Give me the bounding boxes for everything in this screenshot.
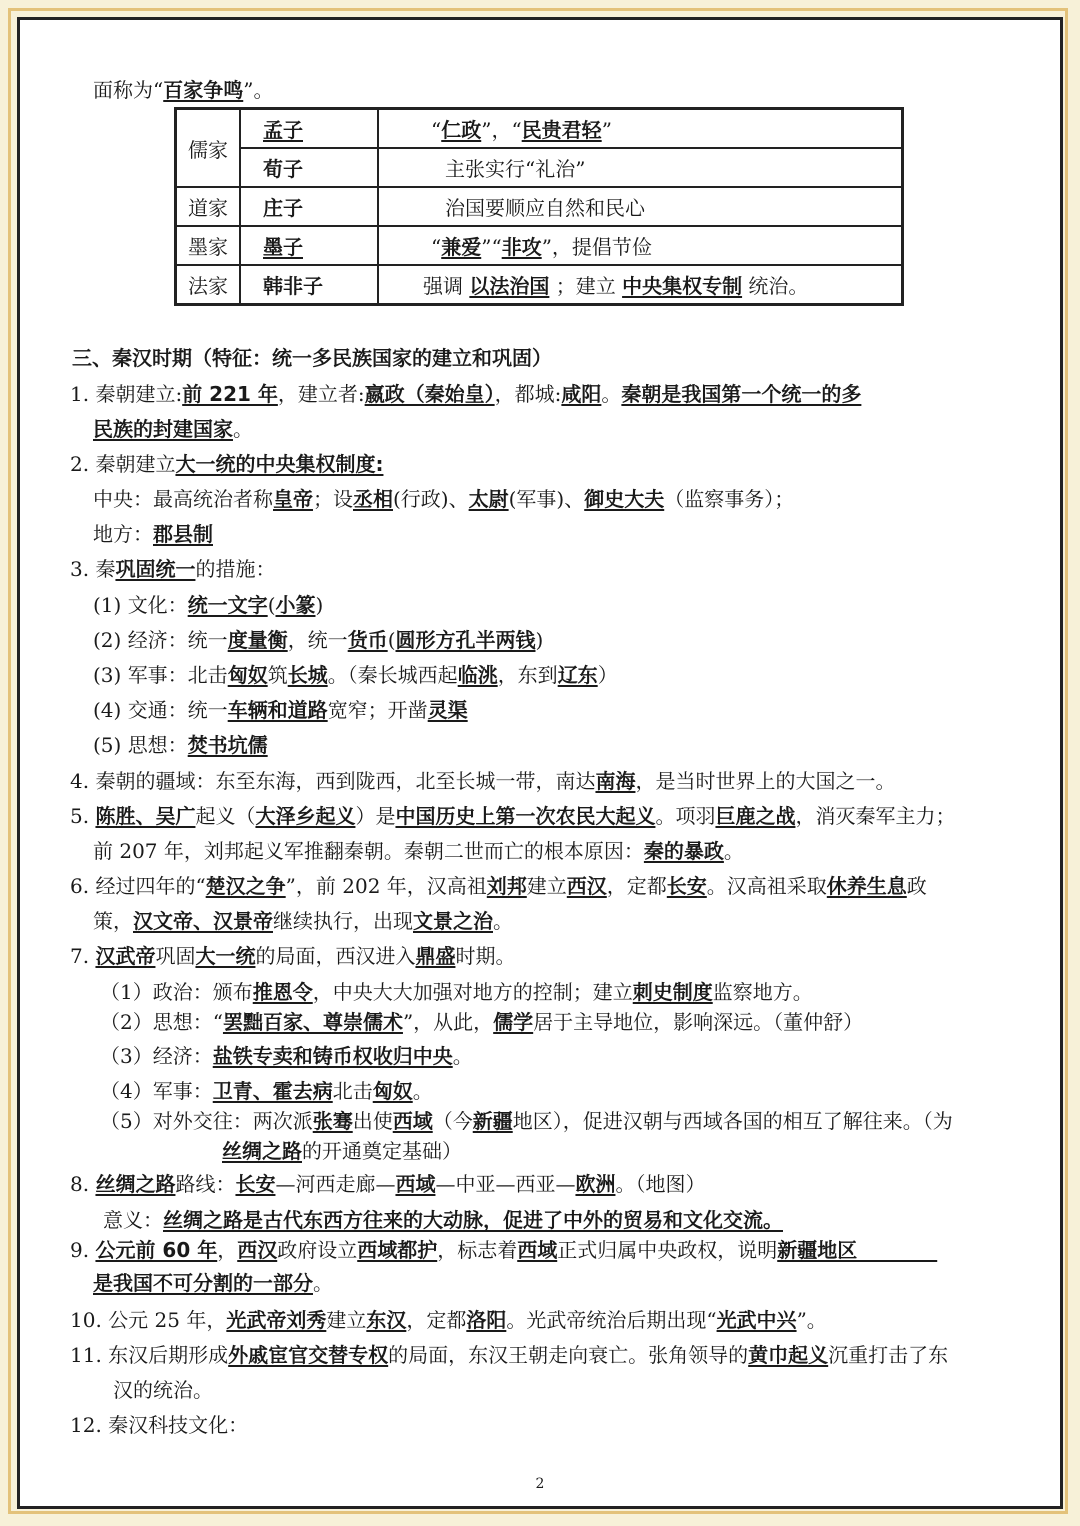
table-row (176, 148, 903, 187)
key-term: 楚汉之争 (205, 874, 286, 898)
text: ；建立 (549, 274, 623, 298)
text: 。 (313, 1271, 333, 1295)
text: 政 (906, 874, 927, 898)
text: 地区），促进汉朝与西域各国的相互了解往来。（为 (512, 1109, 953, 1133)
text: （4）军事： (100, 1079, 213, 1103)
text: ） (597, 663, 618, 687)
text: ( (267, 593, 276, 617)
text: “ (431, 235, 442, 259)
text-line (100, 1109, 953, 1133)
text: 2. 秦朝建立 (70, 452, 176, 476)
text: 沉重打击了东 (828, 1343, 949, 1367)
text: 监察地方。 (712, 980, 813, 1004)
text: ”。 (243, 78, 274, 102)
person-cell: 荀子 (240, 148, 378, 187)
key-term: 太尉 (468, 487, 509, 511)
idea-cell: 治国要顺应自然和民心 (378, 187, 903, 226)
text: 3. 秦 (70, 557, 116, 581)
key-term: 休养生息 (826, 874, 907, 898)
text-line (70, 1172, 705, 1196)
text: ）是 (355, 804, 396, 828)
text: 的措施： (195, 557, 276, 581)
text: 4. 秦朝的疆域：东至东海，西到陇西，北至长城一带，南达 (70, 769, 596, 793)
text: ”，“ (481, 118, 522, 142)
key-term: 汉文帝、汉景帝 (133, 909, 273, 933)
key-term: 南海 (595, 769, 636, 793)
key-term: 以法治国 (469, 274, 550, 298)
key-term: 前 221 年 (182, 382, 278, 406)
key-term: 盐铁专卖和铸币权收归中央 (212, 1044, 453, 1068)
key-term: 洛阳 (466, 1308, 507, 1332)
text: ”“ (481, 235, 502, 259)
text: ”，前 202 年，汉高祖 (285, 874, 487, 898)
section-heading: 三、秦汉时期（特征：统一多民族国家的建立和巩固） (72, 346, 552, 370)
key-term: 丝绸之路 (222, 1139, 302, 1163)
idea-cell (378, 265, 903, 305)
text-line (113, 1378, 213, 1402)
person-cell: 孟子 (240, 109, 378, 149)
key-term: 汉武帝 (95, 944, 156, 968)
key-term: 西汉 (237, 1238, 278, 1262)
key-term: 是我国不可分割的一部分 (93, 1271, 313, 1295)
text-line (70, 769, 895, 793)
key-term: 大一统的中央集权制度: (175, 452, 384, 476)
text: (4) 交通：统一 (93, 698, 228, 722)
text: 6. 经过四年的“ (70, 874, 206, 898)
text: ，定都 (406, 1308, 467, 1332)
text: 11. 东汉后期形成 (70, 1343, 229, 1367)
key-term: 丝绸之路是古代东西方往来的大动脉，促进了中外的贸易和文化交流。 (163, 1208, 783, 1232)
text: 宽窄；开凿 (327, 698, 428, 722)
idea-cell (378, 109, 903, 149)
text: ，是当时世界上的大国之一。 (635, 769, 896, 793)
text: 。项羽 (655, 804, 716, 828)
text: 。 (723, 839, 744, 863)
key-term: 货币 (347, 628, 388, 652)
text-line (70, 1238, 937, 1262)
person-cell: 庄子 (240, 187, 378, 226)
text: (2) 经济：统一 (93, 628, 228, 652)
text: （3）经济： (100, 1044, 213, 1068)
text: 意义： (103, 1208, 163, 1232)
key-term: 非攻 (501, 235, 542, 259)
text-line (100, 1010, 863, 1034)
text: ( (387, 628, 396, 652)
key-term: 民族的封建国家 (93, 417, 233, 441)
school-cell: 儒家 (176, 109, 241, 188)
text: 8. (70, 1172, 96, 1196)
text-line (93, 663, 618, 687)
text-line (70, 804, 955, 828)
text: “ (431, 118, 442, 142)
key-term: 光武中兴 (716, 1308, 797, 1332)
key-term: 西域都护 (357, 1238, 438, 1262)
text-line (93, 698, 468, 722)
text-line (93, 487, 794, 511)
text: 强调 (423, 274, 470, 298)
text: （1）政治：颁布 (100, 980, 253, 1004)
text: 继续执行，出现 (273, 909, 413, 933)
key-term: 皇帝 (273, 487, 313, 511)
key-term: 丞相 (353, 487, 393, 511)
text-line (100, 1079, 433, 1103)
text: (军事)、 (508, 487, 585, 511)
text: ”，从此， (402, 1010, 494, 1034)
key-term: 文景之治 (413, 909, 493, 933)
text: 9. (70, 1238, 96, 1262)
text: ) (315, 593, 324, 617)
text: 12. 秦汉科技文化： (70, 1413, 249, 1437)
key-term: 巩固统一 (115, 557, 196, 581)
key-term: 西域 (395, 1172, 436, 1196)
key-term: 长安 (235, 1172, 276, 1196)
text: 路线： (175, 1172, 236, 1196)
text: 的局面，西汉进入 (255, 944, 416, 968)
key-term: 鼎盛 (415, 944, 456, 968)
text: —中亚—西亚— (435, 1172, 576, 1196)
key-term: 焚书坑儒 (187, 733, 268, 757)
text-line (70, 944, 515, 968)
text-line (70, 452, 383, 476)
text: 5. (70, 804, 96, 828)
key-term: 匈奴 (372, 1079, 413, 1103)
text: 7. (70, 944, 96, 968)
text: 建立 (326, 1308, 367, 1332)
text-line (70, 874, 927, 898)
key-term: 小篆 (275, 593, 316, 617)
text: 。光武帝统治后期出现“ (506, 1308, 717, 1332)
text-line (93, 522, 213, 546)
person-cell: 韩非子 (240, 265, 378, 305)
key-term: 巨鹿之战 (715, 804, 796, 828)
text: 面称为“ (93, 78, 164, 102)
key-term: 光武帝刘秀 (226, 1308, 327, 1332)
idea-cell: 主张实行“礼治” (378, 148, 903, 187)
key-term: 中国历史上第一次农民大起义 (395, 804, 656, 828)
text-line (93, 839, 744, 863)
school-cell: 道家 (176, 187, 241, 226)
key-term: 统一文字 (187, 593, 268, 617)
page-number: 2 (535, 1476, 545, 1492)
text: ，标志着 (437, 1238, 518, 1262)
idea-cell (378, 226, 903, 265)
key-term: 外戚宦官交替专权 (228, 1343, 389, 1367)
key-term: 辽东 (557, 663, 598, 687)
text: ”，提倡节俭 (541, 235, 652, 259)
key-term: 秦的暴政 (643, 839, 724, 863)
text: （监察事务）； (664, 487, 795, 511)
key-term: 兼爱 (441, 235, 482, 259)
text-line (70, 1308, 827, 1332)
key-term: 张骞 (312, 1109, 353, 1133)
text-line (70, 1343, 948, 1367)
text: (3) 军事：北击 (93, 663, 228, 687)
text-line (70, 1413, 248, 1437)
text-line (70, 382, 861, 406)
text: 。 (412, 1079, 433, 1103)
text: 北击 (332, 1079, 373, 1103)
key-term: 公元前 60 年 (95, 1238, 218, 1262)
key-term: 新疆地区 (777, 1238, 938, 1262)
text: 正式归属中央政权，说明 (557, 1238, 778, 1262)
key-term: 灵渠 (427, 698, 468, 722)
text: ” (601, 118, 612, 142)
text: ，统一 (287, 628, 348, 652)
text: 。 (233, 417, 253, 441)
table-row (176, 226, 903, 265)
key-term: 车辆和道路 (227, 698, 328, 722)
text: （2）思想：“ (100, 1010, 223, 1034)
text: 出使 (352, 1109, 393, 1133)
key-term: 欧洲 (575, 1172, 616, 1196)
key-term: 圆形方孔半两钱 (395, 628, 536, 652)
school-cell: 墨家 (176, 226, 241, 265)
text: 。（秦长城西起 (327, 663, 458, 687)
text: 巩固 (155, 944, 196, 968)
text: ，东到 (497, 663, 558, 687)
text: 政府设立 (277, 1238, 358, 1262)
key-term: 卫青、霍去病 (212, 1079, 333, 1103)
text-line (93, 733, 268, 757)
text: 中央：最高统治者称 (93, 487, 273, 511)
text: 统治。 (742, 274, 809, 298)
person-cell: 墨子 (240, 226, 378, 265)
key-term: 长安 (666, 874, 707, 898)
key-term: 刘邦 (486, 874, 527, 898)
text: 汉的统治。 (113, 1378, 213, 1402)
key-term: 郡县制 (153, 522, 213, 546)
text: 筑 (267, 663, 288, 687)
key-term: 度量衡 (227, 628, 288, 652)
key-term: 嬴政（秦始皇） (364, 382, 495, 406)
text: 。汉高祖采取 (706, 874, 827, 898)
key-term: 大一统 (195, 944, 256, 968)
key-term: 刺史制度 (632, 980, 713, 1004)
key-term: 长城 (287, 663, 328, 687)
key-term: 匈奴 (227, 663, 268, 687)
text: 。 (601, 382, 622, 406)
key-term: 秦朝是我国第一个统一的多 (621, 382, 862, 406)
text: —河西走廊— (275, 1172, 396, 1196)
key-term: 临洮 (457, 663, 498, 687)
text: 前 207 年，刘邦起义军推翻秦朝。秦朝二世而亡的根本原因： (93, 839, 644, 863)
key-term: 黄巾起义 (748, 1343, 829, 1367)
text: 时期。 (455, 944, 516, 968)
text-line (103, 1208, 783, 1232)
text-line (100, 980, 813, 1004)
text-line (222, 1139, 462, 1163)
text-line (93, 417, 253, 441)
key-term: 东汉 (366, 1308, 407, 1332)
table-row (176, 265, 903, 305)
text: （5）对外交往：两次派 (100, 1109, 313, 1133)
text: 。 (452, 1044, 473, 1068)
text: (5) 思想： (93, 733, 188, 757)
key-term: 御史大夫 (584, 487, 665, 511)
key-term: 大泽乡起义 (255, 804, 356, 828)
text: 。 (493, 909, 513, 933)
text-line (93, 593, 323, 617)
key-term: 西域 (392, 1109, 433, 1133)
text: ，建立者: (277, 382, 365, 406)
philosophy-table (174, 107, 904, 306)
key-term: 儒学 (493, 1010, 534, 1034)
text-line (93, 1271, 333, 1295)
text-line (100, 1044, 473, 1068)
key-term: 西域 (517, 1238, 558, 1262)
text: （今 (432, 1109, 473, 1133)
text: 策， (93, 909, 133, 933)
text: ，都城: (494, 382, 562, 406)
text: 的开通奠定基础） (302, 1139, 462, 1163)
text-line (93, 909, 513, 933)
text: ，定都 (606, 874, 667, 898)
text: ， (217, 1238, 238, 1262)
key-term: 西汉 (566, 874, 607, 898)
text: ；设 (313, 487, 353, 511)
text: ，中央大大加强对地方的控制；建立 (312, 980, 633, 1004)
key-term: 民贵君轻 (521, 118, 602, 142)
key-term: 中央集权专制 (622, 274, 743, 298)
text: 。（地图） (615, 1172, 706, 1196)
school-cell: 法家 (176, 265, 241, 305)
key-term: 百家争鸣 (163, 78, 244, 102)
text: 居于主导地位，影响深远。（董仲舒） (533, 1010, 864, 1034)
text: ) (535, 628, 544, 652)
key-term: 仁政 (441, 118, 482, 142)
table-row (176, 187, 903, 226)
text-line (93, 628, 543, 652)
text: 1. 秦朝建立: (70, 382, 183, 406)
text: (行政)、 (393, 487, 469, 511)
key-term: 新疆 (472, 1109, 513, 1133)
text: ，消灭秦军主力； (795, 804, 956, 828)
text: 建立 (526, 874, 567, 898)
text: 起义（ (195, 804, 256, 828)
text: ”。 (796, 1308, 827, 1332)
key-term: 陈胜、吴广 (95, 804, 196, 828)
intro-line (93, 78, 273, 102)
key-term: 罢黜百家、尊崇儒术 (222, 1010, 403, 1034)
text: 地方： (93, 522, 153, 546)
key-term: 咸阳 (561, 382, 602, 406)
text-line (70, 557, 275, 581)
text: (1) 文化： (93, 593, 188, 617)
key-term: 推恩令 (252, 980, 313, 1004)
key-term: 丝绸之路 (95, 1172, 176, 1196)
text: 的局面，东汉王朝走向衰亡。张角领导的 (388, 1343, 749, 1367)
table-row (176, 109, 903, 149)
text: 10. 公元 25 年， (70, 1308, 227, 1332)
